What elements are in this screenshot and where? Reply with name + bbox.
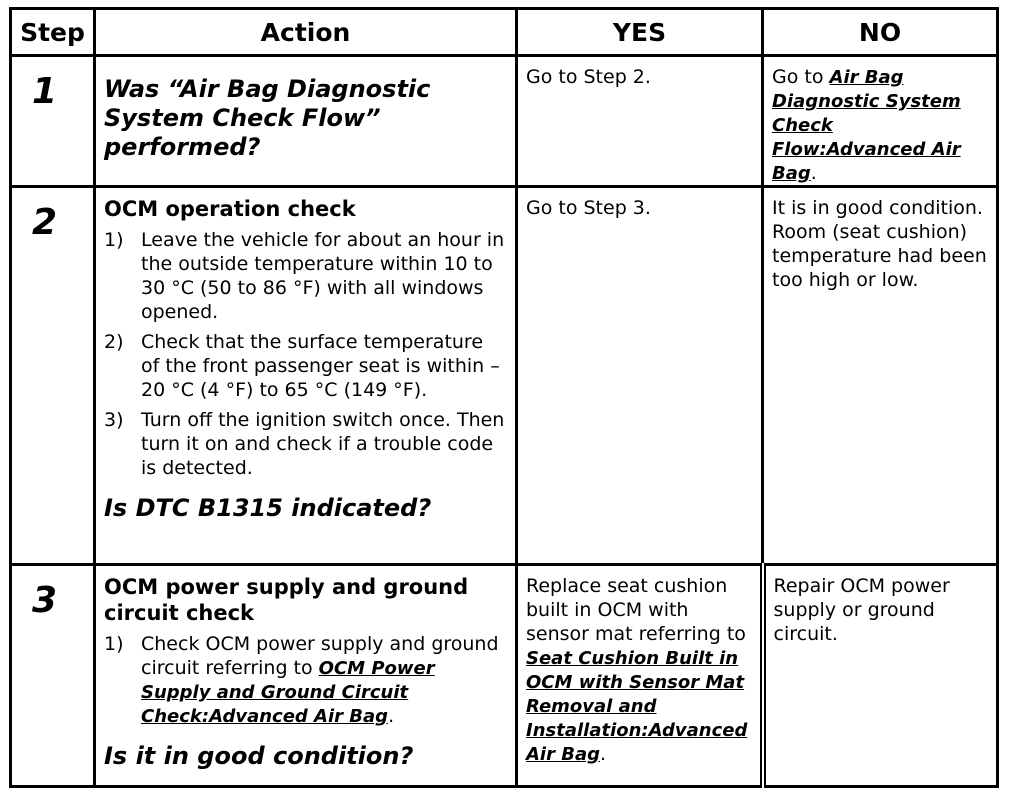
air-bag-diagnostic-link[interactable]: Air Bag Diagnostic System Check Flow:Advanced Air Bag [772,67,961,184]
table-row [11,56,998,187]
header-row [11,9,998,56]
no-cell: It is in good condition. Room (seat cushion) temperature had been too high or low. [763,187,998,565]
item-suffix: . [388,705,395,727]
step-question: Is it in good condition? [104,742,414,770]
yes-prefix: Replace seat cushion built in OCM with sensor mat referring to [526,575,746,645]
no-suffix: . [810,162,817,184]
item-text: Leave the vehicle for about an hour in the outside temperature within 10 to 30 °C (50 to 86 °F) with all windows opened. [141,229,505,323]
instruction-list [104,228,507,480]
item-text: Check OCM power supply and ground circuit referring to [141,633,499,679]
step-question: Was “Air Bag Diagnostic System Check Flow” performed? [104,75,431,161]
item-number: 3) [104,409,124,431]
header-no: NO [763,9,998,56]
list-item [104,228,507,324]
list-item [104,632,507,728]
action-cell [95,187,517,565]
step-number: 3 [11,565,95,787]
item-number: 1) [104,229,124,251]
action-cell [95,56,517,187]
header-yes: YES [517,9,763,56]
list-item [104,408,507,480]
item-text: Turn off the ignition switch once. Then turn it on and check if a trouble code is detected. [141,409,505,479]
seat-cushion-link[interactable]: Seat Cushion Built in OCM with Sensor Mat Removal and Installation:Advanced Air Bag [526,648,748,765]
item-text: Check that the surface temperature of the front passenger seat is within –20 °C (4 °F) to 65 °C (149 °F). [141,331,500,401]
item-number: 1) [104,633,124,655]
step-heading: OCM operation check [104,197,356,221]
step-number: 1 [11,56,95,187]
yes-suffix: . [600,743,607,765]
ocm-power-supply-link[interactable]: OCM Power Supply and Ground Circuit Check:Advanced Air Bag [141,658,435,727]
action-cell [95,565,517,787]
yes-cell [517,565,763,787]
list-item [104,330,507,402]
diagnostic-table [9,7,999,788]
table-row [11,565,998,787]
yes-cell: Go to Step 2. [517,56,763,187]
step-number: 2 [11,187,95,565]
no-cell [763,56,998,187]
yes-cell: Go to Step 3. [517,187,763,565]
no-prefix: Go to [772,66,830,88]
step-heading: OCM power supply and ground circuit check [104,575,469,625]
header-step: Step [11,9,95,56]
no-cell: Repair OCM power supply or ground circuit. [763,565,998,787]
step-question: Is DTC B1315 indicated? [104,494,432,522]
header-action: Action [95,9,517,56]
instruction-list [104,632,507,728]
table-row [11,187,998,565]
item-number: 2) [104,331,124,353]
